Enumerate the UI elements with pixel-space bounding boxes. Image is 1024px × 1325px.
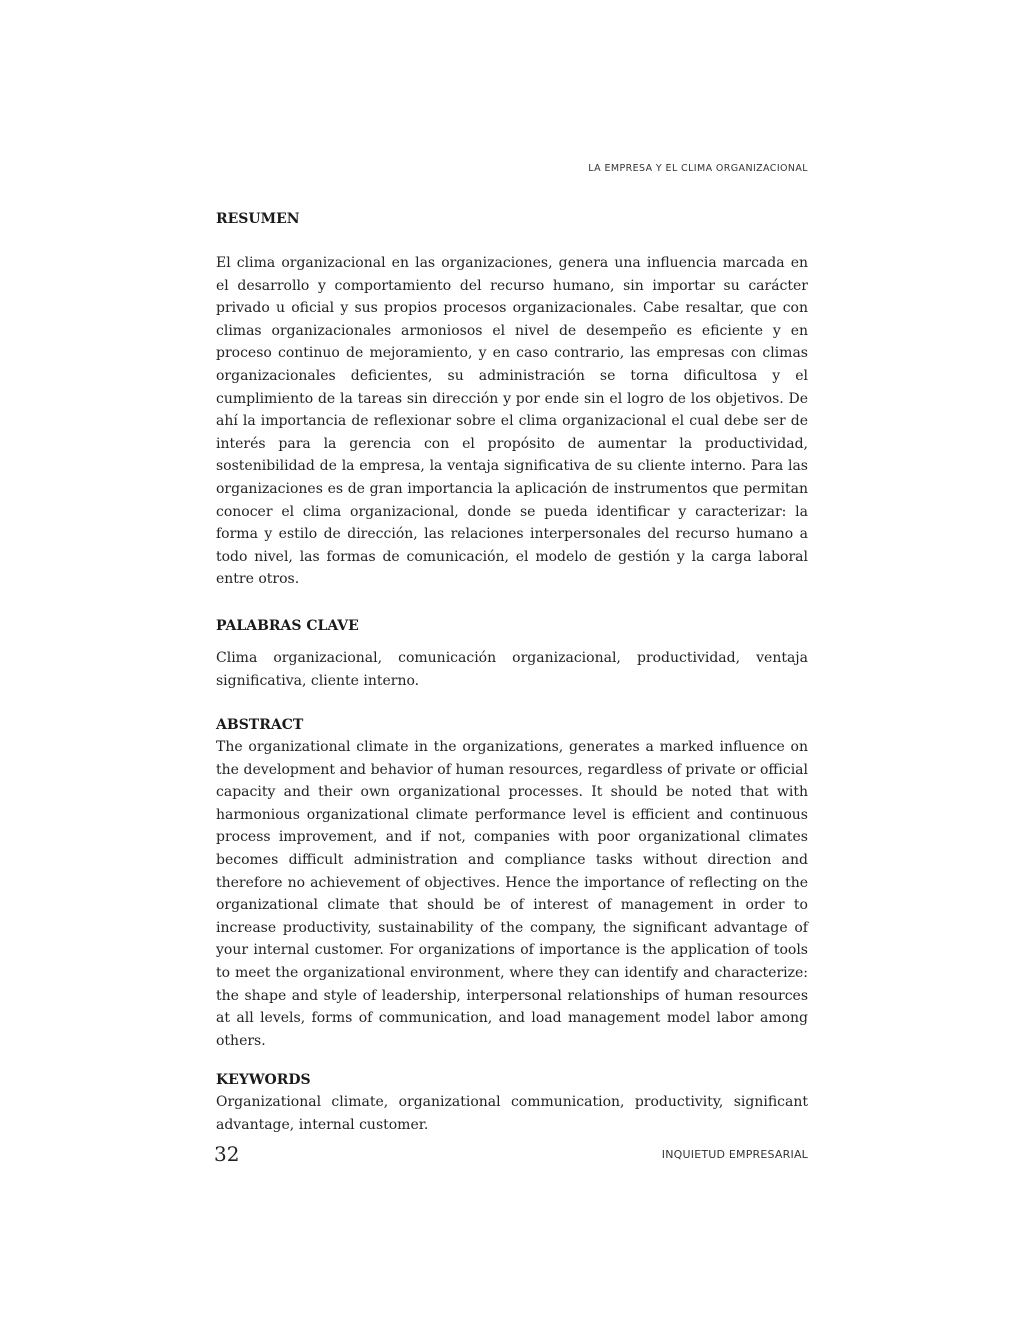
palabras-clave-heading: PALABRAS CLAVE [216,617,359,634]
resumen-heading: RESUMEN [216,211,300,227]
journal-name: INQUIETUD EMPRESARIAL [661,1148,808,1161]
page-number: 32 [214,1142,240,1166]
article-content [216,208,808,1137]
abstract-paragraph: The organizational climate in the organizations, generates a marked influence on the development and behavior of human resources, regardless of private or official capacity and their own organizational processes. It should be noted that with harmonious organizational climate performance level is efficient and continuous process improvement, and if not, companies with poor organizational climates becomes difficult administration and compliance tasks without direction and therefore no achievement of objectives. Hence the importance of reflecting on the organizational climate that should be of interest of management in order to increase productivity, sustainability of the company, the significant advantage of your internal customer. For organizations of importance is the application of tools to meet the organizational environment, where they can identify and characterize: the shape and style of leadership, interpersonal relationships of human resources at all levels, forms of communication, and load management model labor among others. [216,739,808,1049]
abstract-heading: ABSTRACT [216,717,304,734]
keywords-paragraph: Organizational climate, organizational communication, productivity, significant advantage, internal customer. [216,1094,808,1133]
running-header-title: LA EMPRESA Y EL CLIMA ORGANIZACIONAL [588,163,808,174]
keywords-heading: KEYWORDS [216,1072,311,1089]
resumen-paragraph: El clima organizacional en las organizaciones, genera una influencia marcada en el desarrollo y comportamiento del recurso humano, sin importar su carácter privado u oficial y sus propios procesos organizacionales. Cabe resaltar, que con climas organizacionales armoniosos el nivel de desempeño es eficiente y en proceso continuo de mejoramiento, y en caso contrario, las empresas con climas organizacionales deficientes, su administración se torna dificultosa y el cumplimiento de la tareas sin dirección y por ende sin el logro de los objetivos. De ahí la importancia de reflexionar sobre el clima organizacional el cual debe ser de interés para la gerencia con el propósito de aumentar la productividad, sostenibilidad de la empresa, la ventaja significativa de su cliente interno. Para las organizaciones es de gran importancia la aplicación de instrumentos que permitan conocer el clima organizacional, donde se pueda identificar y caracterizar: la forma y estilo de dirección, las relaciones interpersonales del recurso humano a todo nivel, las formas de comunicación, el modelo de gestión y la carga laboral entre otros. [216,255,808,588]
palabras-clave-paragraph: Clima organizacional, comunicación organizacional, productividad, ventaja significativa, cliente interno. [216,649,808,689]
